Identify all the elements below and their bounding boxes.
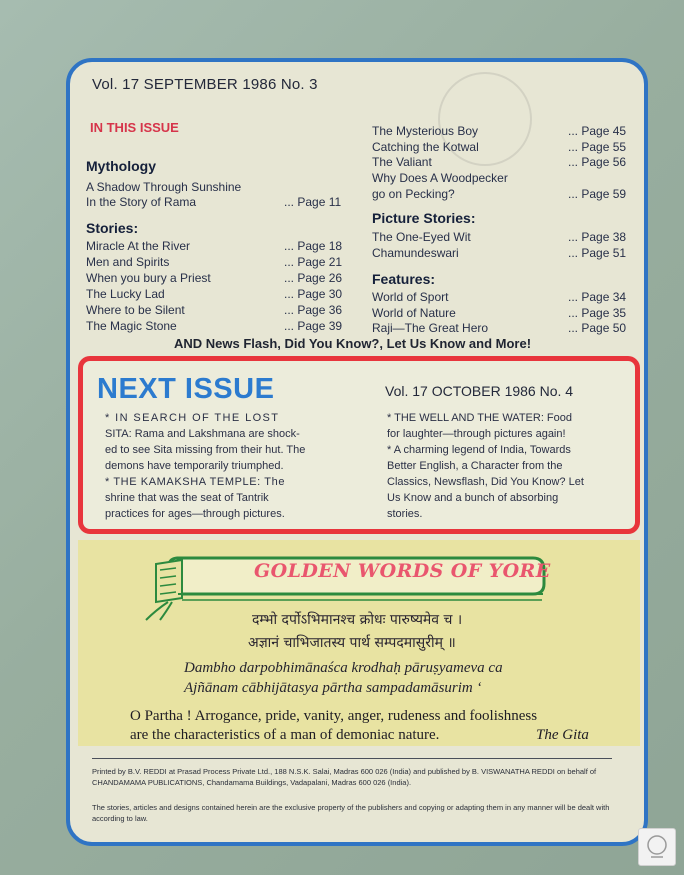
golden-words-section: [78, 540, 640, 746]
transliteration-line-2: Ajñānam cābhijātasya pārtha sampadamāsurim ‘: [184, 680, 482, 696]
footer-divider: [92, 758, 612, 759]
story-title: The Lucky Lad: [86, 287, 165, 301]
source-attribution: The Gita: [536, 727, 589, 743]
mythology-line-1: A Shadow Through Sunshine: [86, 180, 242, 194]
mythology-heading: Mythology: [86, 158, 156, 174]
story-title: Miracle At the River: [86, 239, 191, 253]
next-left-line: practices for ages—through pictures.: [105, 508, 285, 520]
features-heading: Features:: [372, 271, 436, 287]
next-right-line: Better English, a Character from the: [387, 460, 563, 472]
sanskrit-line-1: दम्भो दर्पोऽभिमानश्च क्रोधः पारुष्यमेव च ।: [252, 612, 463, 628]
translation-line-1: O Partha ! Arrogance, pride, vanity, anger, rudeness and foolishness: [130, 708, 538, 724]
next-right-line: Us Know and a bunch of absorbing: [387, 492, 559, 504]
next-left-line: SITA: Rama and Lakshmana are shock-: [105, 428, 300, 440]
and-more-line: AND News Flash, Did You Know?, Let Us Know and More!: [174, 336, 532, 351]
rights-note: The stories, articles and designs contained herein are the exclusive property of the publishers and copying or adapting them in any manner will be dealt with according to law.: [92, 803, 610, 823]
picture-story-title: The One-Eyed Wit: [372, 230, 471, 244]
story-title: Why Does A Woodpecker: [372, 171, 508, 185]
story-page: ... Page 56: [568, 155, 627, 169]
story-title: When you bury a Priest: [86, 271, 211, 285]
picture-stories-heading: Picture Stories:: [372, 210, 476, 226]
story-page: ... Page 36: [284, 303, 343, 317]
feature-page: ... Page 34: [568, 290, 627, 304]
feature-page: ... Page 50: [568, 321, 627, 335]
next-volume-line: Vol. 17 OCTOBER 1986 No. 4: [385, 383, 574, 399]
contents-panel: [66, 58, 648, 846]
feature-page: ... Page 35: [568, 306, 627, 320]
next-right-line: for laughter—through pictures again!: [387, 428, 566, 440]
story-page: ... Page 59: [568, 187, 627, 201]
translation-line-2: are the characteristics of a man of demoniac nature.: [130, 727, 440, 743]
story-title: Where to be Silent: [86, 303, 185, 317]
transliteration-line-1: Dambho darpobhimānaśca krodhaḥ pāruṣyameva ca: [184, 660, 503, 676]
story-page: ... Page 26: [284, 271, 343, 285]
next-left-line: * IN SEARCH OF THE LOST: [105, 412, 280, 424]
next-left-line: demons have temporarily triumphed.: [105, 460, 284, 472]
story-title: The Valiant: [372, 155, 432, 169]
feature-title: World of Nature: [372, 306, 456, 320]
picture-story-page: ... Page 51: [568, 246, 627, 260]
printer-note: Printed by B.V. REDDI at Prasad Process Private Ltd., 188 N.S.K. Salai, Madras 600 026 (India) and published by B. VISWANATHA REDDI on behalf of CHANDAMAMA PUBLICATIONS, Chandamama Buildings, Vadapalani, Madras 600 026 (India).: [92, 767, 597, 787]
next-issue-box: [78, 356, 640, 534]
scanner-logo-icon: [638, 828, 676, 866]
story-page: ... Page 55: [568, 140, 627, 154]
next-issue-title: NEXT ISSUE: [97, 373, 275, 405]
story-title: The Mysterious Boy: [372, 124, 479, 138]
picture-story-page: ... Page 38: [568, 230, 627, 244]
story-page: ... Page 21: [284, 255, 343, 269]
story-page: ... Page 18: [284, 239, 343, 253]
story-page: ... Page 45: [568, 124, 627, 138]
volume-line: Vol. 17 SEPTEMBER 1986 No. 3: [92, 76, 318, 93]
next-left-line: * THE KAMAKSHA TEMPLE: The: [105, 476, 286, 488]
mythology-line-2: In the Story of Rama: [86, 195, 197, 209]
next-right-line: Classics, Newsflash, Did You Know? Let: [387, 476, 584, 488]
mythology-page: ... Page 11: [284, 195, 342, 209]
next-right-line: * A charming legend of India, Towards: [387, 444, 571, 456]
story-title: The Magic Stone: [86, 319, 177, 333]
next-left-line: shrine that was the seat of Tantrik: [105, 492, 269, 504]
story-page: ... Page 30: [284, 287, 343, 301]
stories-heading: Stories:: [86, 220, 139, 236]
in-this-issue-label: IN THIS ISSUE: [90, 120, 179, 135]
feature-title: World of Sport: [372, 290, 449, 304]
story-page: ... Page 39: [284, 319, 343, 333]
story-title: Catching the Kotwal: [372, 140, 479, 154]
feature-title: Raji—The Great Hero: [372, 321, 489, 335]
golden-words-title: GOLDEN WORDS OF YORE: [254, 560, 551, 582]
story-title: Men and Spirits: [86, 255, 170, 269]
story-title: go on Pecking?: [372, 187, 455, 201]
next-right-line: stories.: [387, 508, 423, 520]
picture-story-title: Chamundeswari: [372, 246, 459, 260]
next-right-line: * THE WELL AND THE WATER: Food: [387, 412, 573, 424]
next-left-line: ed to see Sita missing from their hut. The: [105, 444, 306, 456]
sanskrit-line-2: अज्ञानं चाभिजातस्य पार्थ सम्पदमासुरीम् ॥: [248, 635, 456, 651]
